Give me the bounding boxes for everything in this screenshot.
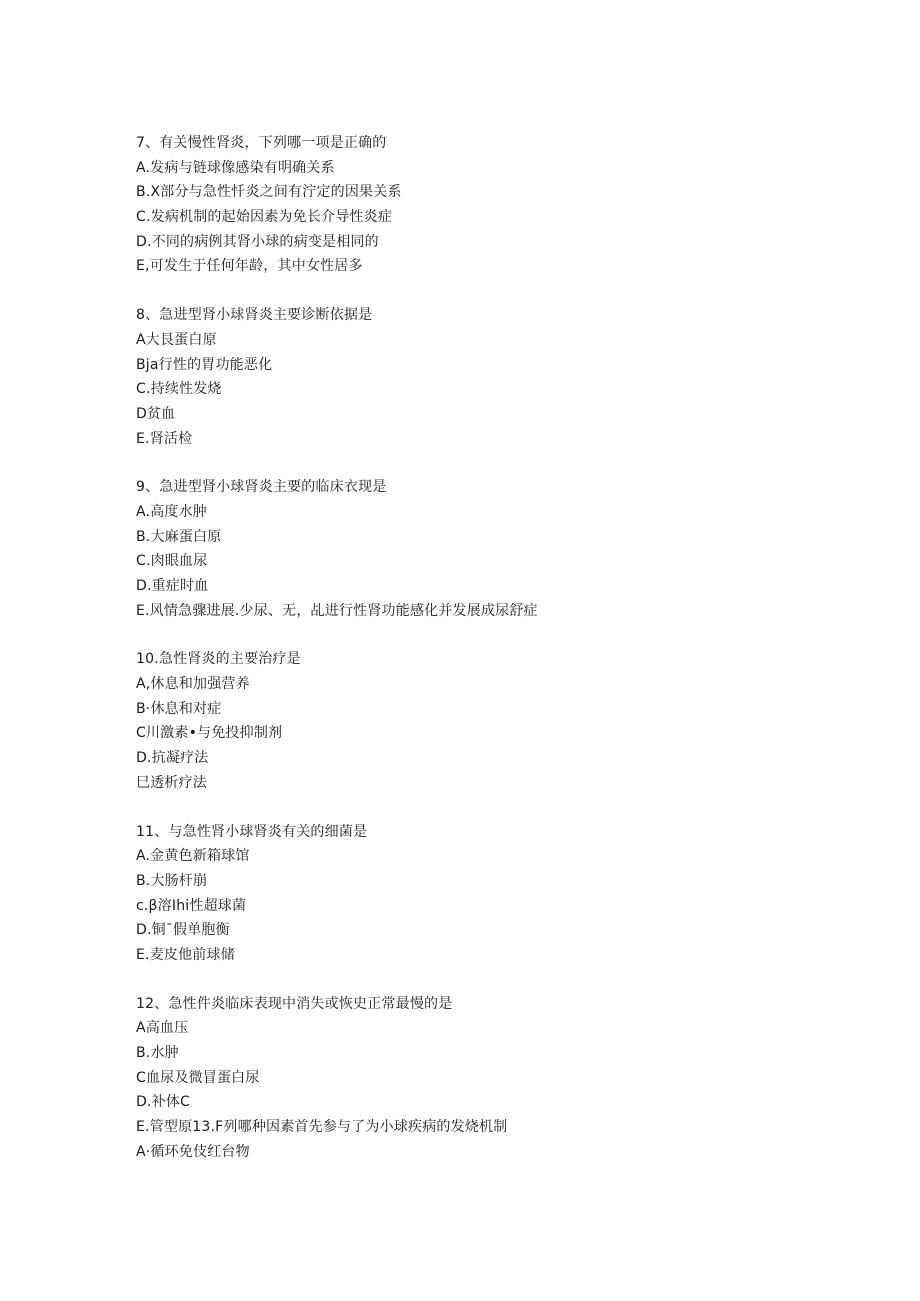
question-stem: 9、急进型肾小球肾炎主要的临床衣现是 [136, 479, 387, 496]
question-11 [136, 820, 836, 968]
question-12 [136, 992, 836, 1165]
question-stem: 12、急性件炎临床表现中消失或恢史正常最慢的是 [136, 995, 453, 1012]
question-9 [136, 475, 836, 623]
option-a: A大艮蛋白原 [136, 331, 217, 348]
option-b: B.大肠杆崩 [136, 872, 208, 889]
option-e: E.麦皮他前球储 [136, 946, 235, 963]
question-7 [136, 131, 836, 279]
question-stem: 11、与急性肾小球肾炎有关的细菌是 [136, 823, 368, 840]
option-c: c.β溶Ihi性超球菌 [136, 897, 247, 914]
option-b: Bja行性的胃功能恶化 [136, 356, 273, 373]
option-a: A.金黄色新箱球馆 [136, 848, 250, 865]
option-d: D.重症时血 [136, 578, 209, 594]
option-b: B·休息和对症 [136, 700, 222, 717]
option-b: B.X部分与急性忏炎之间有泞定的因果关系 [136, 184, 402, 201]
option-a: A.发病与链球像感染有明确关系 [136, 159, 335, 176]
option-c: C.发病机制的起始因素为免长介导性炎症 [136, 209, 393, 226]
option-e: E.风情急骤进展.少尿、无，乩进行性肾功能感化并发展成尿舒症 [136, 602, 538, 619]
option-e: E.肾活检 [136, 430, 193, 447]
question-8 [136, 303, 836, 451]
question-stem: 7、有关慢性肾炎，下列哪一项是正确的 [136, 135, 387, 151]
option-d: D.补体C [136, 1094, 191, 1111]
option-b: B.水肿 [136, 1045, 179, 1061]
option-c: C血尿及微冒蛋白尿 [136, 1069, 260, 1086]
option-d: D.抗凝疗法 [136, 750, 209, 767]
option-d: D.不同的病例其肾小球的病变是相同的 [136, 233, 379, 250]
option-a: A高血压 [136, 1020, 189, 1037]
option-e: 巳透析疗法 [136, 774, 207, 791]
option-a: A·循环免伎红台物 [136, 1143, 250, 1160]
option-e: E,可发生于任何年龄，其中女性居多 [136, 258, 363, 275]
question-10 [136, 647, 836, 795]
option-d: D.铜ˉ假单胞衡 [136, 922, 230, 939]
option-a: A,休息和加强营养 [136, 676, 250, 693]
option-d: D贫血 [136, 405, 176, 422]
question-stem: 10.急性肾炎的主要治疗是 [136, 651, 301, 668]
option-a: A.高度水肿 [136, 503, 207, 520]
option-e: E.管型原13.F列哪种因素首先参与了为小球疾病的发烧机制 [136, 1119, 508, 1136]
question-stem: 8、急进型肾小球肾炎主要诊断依据是 [136, 307, 373, 324]
option-c: C川激素•与免投抑制剂 [136, 725, 283, 742]
option-c: C.肉眼血尿 [136, 553, 208, 570]
document-page [136, 131, 836, 1164]
option-c: C.持续性发烧 [136, 381, 222, 398]
option-b: B.大麻蛋白原 [136, 528, 222, 545]
